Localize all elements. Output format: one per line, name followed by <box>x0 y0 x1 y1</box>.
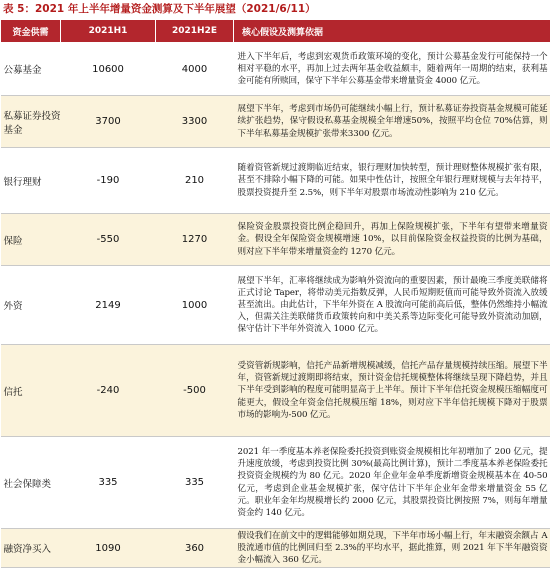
row-h2e-value: 360 <box>156 529 234 568</box>
row-h2e-value: 210 <box>156 148 234 214</box>
table-row-insurance <box>1 214 550 266</box>
row-h1-value: -240 <box>61 345 156 437</box>
header-2021h2e: 2021H2E <box>156 20 234 43</box>
row-h2e-value: 335 <box>156 437 234 529</box>
header-basis: 核心假设及测算依据 <box>234 20 550 43</box>
row-description: 展望下半年，考虑到市场仍可能继续小幅上行，预计私募证券投资基金规模可能延续扩张趋势，保守假设私募基金规模全年增速50%，按照平均仓位 70%估算，则下半年私募基金规模扩张带来3300 亿元。 <box>234 96 550 148</box>
row-description: 2021 年一季度基本养老保险委托投资到账资金规模相比年初增加了 200 亿元，提升速度放缓，考虑到投资比例 30%(最高比例计算)，预计二季度基本养老保险委托投资资金规模约为 80 亿元。2020 年企业年金单季度新增资金规模基本在 40-50 亿元，考虑到企业基金规模扩张，保守估计下半年企业年金带来增量资金 55 亿元。职业年金年均规模增长约 2000 亿元，其股票投资比例按照 7%，则每年增量资金约 140 亿元。 <box>234 437 550 529</box>
row-h1-value: 3700 <box>61 96 156 148</box>
row-name: 外资 <box>1 266 61 345</box>
row-h1-value: 2149 <box>61 266 156 345</box>
row-description: 随着资管新规过渡期临近结束，银行理财加快转型，预计理财整体规模扩张有限，甚至不排除小幅下降的可能。如果中性估计，按照全年银行理财规模与去年持平，股票投资提升至 2.5%，则下半年对股票市场流动性影响为 210 亿元。 <box>234 148 550 214</box>
row-description: 进入下半年后，考虑到宏观货币政策环境的变化，预计公募基金发行可能保持一个相对平稳的水平，再加上过去两年基金收益颇丰，随着两年一周期的结束，获利基金可能有所赎回，保守下半年公募基金带来增量资金 4000 亿元。 <box>234 43 550 96</box>
table-title: 表 5：2021 年上半年增量资金测算及下半年展望（2021/6/11） <box>0 0 550 19</box>
row-name: 信托 <box>1 345 61 437</box>
row-name: 私募证券投资基金 <box>1 96 61 148</box>
row-h1-value: 335 <box>61 437 156 529</box>
header-2021h1: 2021H1 <box>61 20 156 43</box>
row-name: 公募基金 <box>1 43 61 96</box>
row-h1-value: 1090 <box>61 529 156 568</box>
header-source: 资金供需 <box>1 20 61 43</box>
row-description: 受资管新规影响，信托产品新增规模减缓，信托产品存量规模持续压缩。展望下半年，资管新规过渡期即将结束，预计资金信托规模整体将继续呈现下降趋势，并且下半年受到影响的程度可能明显高于上半年。预计下半年信托资金规模压缩幅度可能更大，假设全年资金信托规模压缩 18%，则对应下半年信托规模下降对于股票市场的影响为-500 亿元。 <box>234 345 550 437</box>
table-row-margin-financing <box>1 529 550 568</box>
row-h2e-value: -500 <box>156 345 234 437</box>
row-h2e-value: 4000 <box>156 43 234 96</box>
row-h1-value: -550 <box>61 214 156 266</box>
row-name: 社会保障类 <box>1 437 61 529</box>
table-header-row <box>1 20 550 43</box>
row-description: 假设我们在前文中的逻辑能够如期兑现，下半年市场小幅上行，年末融资余额占 A 股流通市值的比例回归至 2.3%的平均水平，据此推算，则 2021 年下半年融资资金小幅流入 360 亿元。 <box>234 529 550 568</box>
row-h1-value: -190 <box>61 148 156 214</box>
row-h2e-value: 1000 <box>156 266 234 345</box>
table-row-bank-wealth <box>1 148 550 214</box>
table-row-public-fund <box>1 43 550 96</box>
row-description: 保险资金股票投资比例企稳回升，再加上保险规模扩张，下半年有望带来增量资金。假设全年保险资金规模增速 10%，以目前保险资金权益投资的比例为基础，则对应下半年带来增量资金约 1270 亿元。 <box>234 214 550 266</box>
table-row-trust <box>1 345 550 437</box>
row-name: 保险 <box>1 214 61 266</box>
table-row-social-security <box>1 437 550 529</box>
row-name: 融资净买入 <box>1 529 61 568</box>
table-row-foreign-capital <box>1 266 550 345</box>
row-description: 展望下半年，汇率将继续成为影响外资流向的重要因素，预计最晚三季度美联储将正式讨论 Taper，将带动美元指数反弹，人民币短期贬值而可能导致外资流入放缓甚至流出。由此估计，下半年外资在 A 股流向可能前高后低，整体仍然维持小幅流入，但需关注美联储货币政策转向和中美关系等边际变化可能导致外资流动加剧，保守估计下半年外资流入 1000 亿元。 <box>234 266 550 345</box>
row-h1-value: 10600 <box>61 43 156 96</box>
fund-flow-table <box>0 19 550 568</box>
row-h2e-value: 3300 <box>156 96 234 148</box>
row-h2e-value: 1270 <box>156 214 234 266</box>
table-row-private-fund <box>1 96 550 148</box>
row-name: 银行理财 <box>1 148 61 214</box>
